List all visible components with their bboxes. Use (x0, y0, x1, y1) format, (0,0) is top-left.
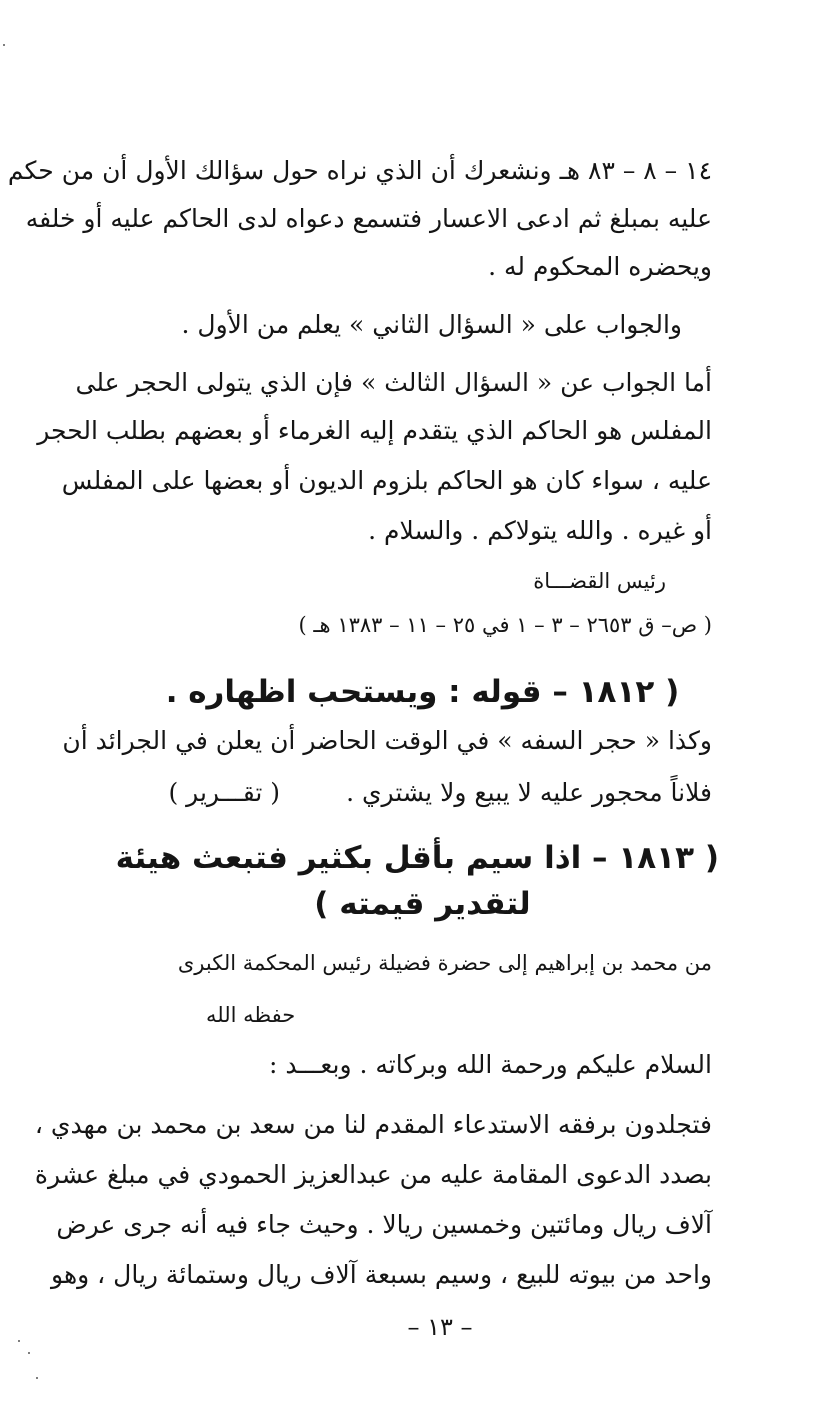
letter2-greeting: السلام عليكم ورحمة الله وبركاته . وبعـــد : (268, 1050, 712, 1079)
section1812-note: ( تقـــرير ) (168, 778, 280, 807)
letter2-body-line-3: آلاف ريال ومائتين وخمسين ريالا . وحيث جاء فيه أنه جرى عرض (56, 1210, 712, 1239)
letter1-line-2: عليه بمبلغ ثم ادعى الاعسار فتسمع دعواه لدى الحاكم عليه أو خلفه (25, 204, 712, 233)
page-number: – ١٣ – (407, 1313, 473, 1341)
letter2-body-line-2: بصدد الدعوى المقامة عليه من عبدالعزيز الحمودي في مبلغ عشرة (34, 1160, 712, 1189)
letter1-line-1: ١٤ – ٨ – ٨٣ هـ ونشعرك أن الذي نراه حول سؤالك الأول أن من حكم (7, 156, 712, 185)
scan-speck (3, 44, 5, 46)
letter2-blessing: حفظه الله (206, 1003, 296, 1027)
heading-1813-line-1: ( ١٨١٣ – اذا سيم بأقل بكثير فتبعث هيئة (115, 840, 719, 876)
answer3-line-2: المفلس هو الحاكم الذي يتقدم إليه الغرماء أو بعضهم بطلب الحجر (37, 416, 712, 445)
answer3-line-3: عليه ، سواء كان هو الحاكم بلزوم الديون أو بعضها على المفلس (61, 466, 712, 495)
section1812-line-1: وكذا « حجر السفه » في الوقت الحاضر أن يعلن في الجرائد أن (62, 726, 712, 755)
scan-speck (18, 1340, 20, 1342)
scan-speck (28, 1352, 30, 1354)
answer3-line-4: أو غيره . والله يتولاكم . والسلام . (368, 516, 712, 545)
signature-title: رئيس القضـــاة (533, 569, 666, 593)
answer3-line-1: أما الجواب عن « السؤال الثالث » فإن الذي يتولى الحجر على (75, 368, 712, 397)
letter2-body-line-1: فتجلدون برفقه الاستدعاء المقدم لنا من سعد بن محمد بن مهدي ، (34, 1110, 712, 1139)
reference-number: ( ص– ق ٢٦٥٣ – ٣ – ١ في ٢٥ – ١١ – ١٣٨٣ هـ ) (298, 613, 712, 637)
letter2-body-line-4: واحد من بيوته للبيع ، وسيم بسبعة آلاف ريال وستمائة ريال ، وهو (51, 1260, 712, 1289)
answer-second-question: والجواب على « السؤال الثاني » يعلم من الأول . (181, 310, 682, 339)
letter1-line-3: ويحضره المحكوم له . (488, 252, 712, 281)
letter2-address: من محمد بن إبراهيم إلى حضرة فضيلة رئيس المحكمة الكبرى (177, 951, 712, 975)
heading-1812: ( ١٨١٢ – قوله : ويستحب اظهاره . (165, 674, 680, 710)
scan-speck (36, 1377, 38, 1379)
section1812-line-2: فلاناً محجور عليه لا يبيع ولا يشتري . (346, 778, 712, 807)
heading-1813-line-2: لتقدير قيمته ) (314, 886, 531, 922)
